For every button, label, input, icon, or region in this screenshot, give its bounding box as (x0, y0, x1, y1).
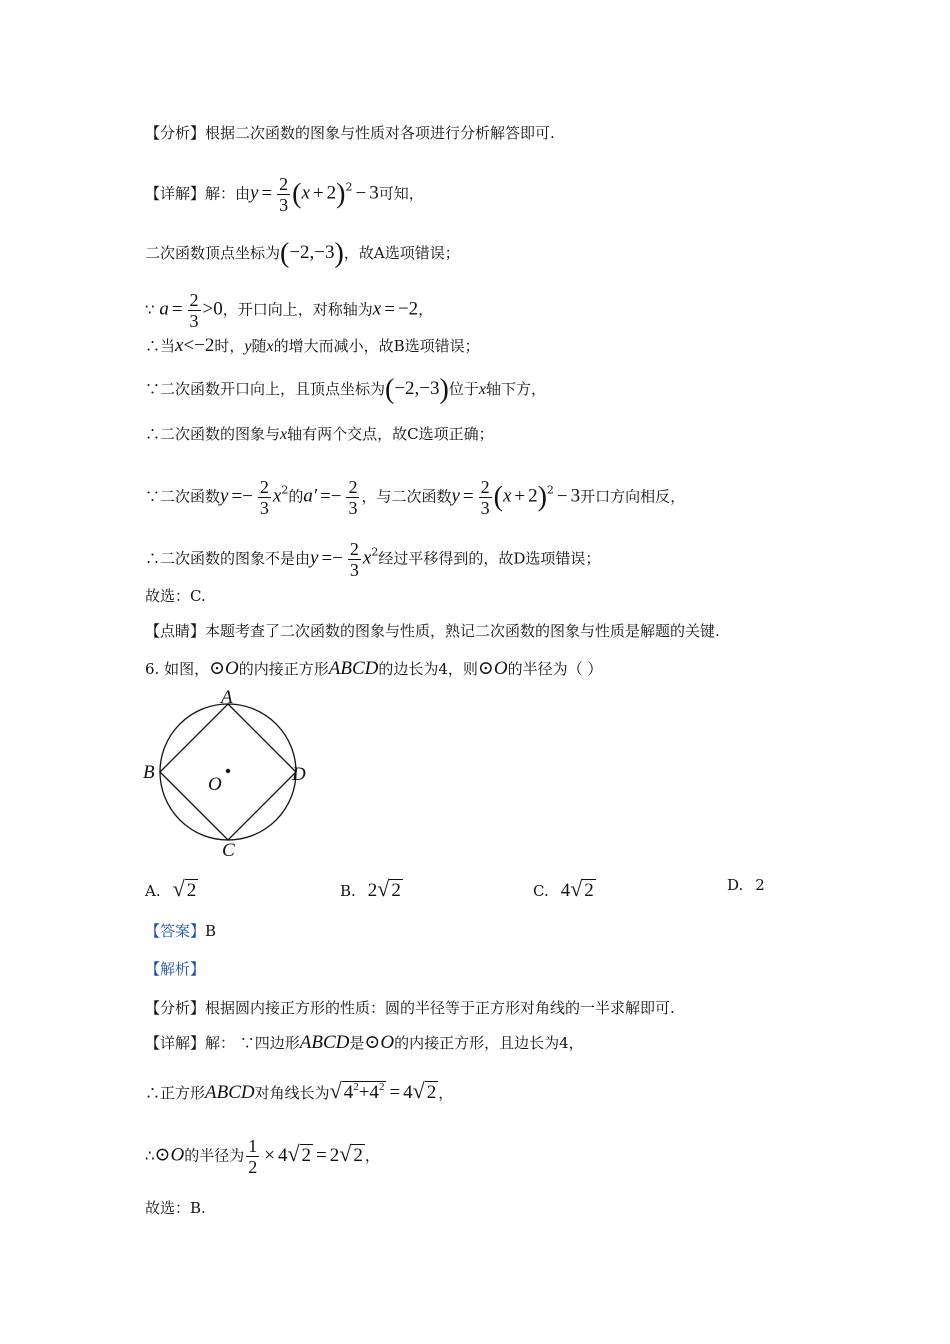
solution-line-4: ∴⊙O的半径为 $\frac{1}{2}$ × 4√ 2 = 2√ 2 ， (145, 1136, 380, 1177)
vertex-line-3: 二次函数顶点坐标为(−2,−3)，故A选项错误； (145, 238, 460, 269)
option-c[interactable] (533, 876, 596, 902)
label-d: D (292, 764, 306, 785)
geometry-figure (138, 688, 328, 863)
answer-line (145, 920, 216, 942)
option-b-value: 2√ 2 (367, 876, 401, 901)
option-d[interactable] (727, 876, 765, 894)
question-6: 6. 如图，⊙O的内接正方形ABCD的边长为4，则⊙O的半径为（ ） (145, 658, 603, 679)
compare-line-8: ∵二次函数y =− $\frac{2}{3}$ $x^2$的a′ =− $\frac{2}{3}$ ，与二次函数y = $\frac{2}{3}$ $(x + 2)^2 - 3$开口方向相反， (145, 477, 686, 518)
choice-line-10: 故选：C. (145, 587, 206, 605)
option-b[interactable] (340, 876, 403, 902)
vertex-below-line-6: ∵二次函数开口向上，且顶点坐标为(−2,−3)位于x轴下方， (145, 374, 546, 405)
option-b-label: B. (340, 882, 356, 900)
opening-line-4: ∵ a = $\frac{2}{3}$ >0，开口向上，对称轴为x = −2， (145, 290, 434, 331)
option-a-value: √ 2 (172, 876, 197, 901)
translation-line-9: ∴二次函数的图象不是由y =− $\frac{2}{3}$ $x^2$经过平移得到的，故D选项错误； (145, 539, 601, 580)
solution-line-3: ∴正方形ABCD对角线长为√ $4^2+4^2 = 4√$ 2 ， (145, 1078, 454, 1103)
option-d-value: 2 (755, 876, 765, 894)
label-o: O (208, 774, 222, 795)
solution-line-1: 【分析】根据圆内接正方形的性质：圆的半径等于正方形对角线的一半求解即可. (145, 999, 675, 1017)
option-a-label: A. (145, 882, 161, 900)
label-a: A (221, 688, 233, 708)
answer-tag: 【答案】 (145, 922, 206, 940)
decrease-line-5: ∴当x<−2时，y随x的增大而减小，故B选项错误； (145, 335, 480, 356)
option-d-label: D. (727, 876, 744, 894)
label-b: B (143, 762, 155, 783)
solution-line-2: 【详解】解： ∵四边形ABCD是⊙O的内接正方形，且边长为4， (145, 1032, 584, 1053)
center-point (226, 769, 230, 773)
option-c-label: C. (533, 882, 549, 900)
comment-line-11: 【点睛】本题考查了二次函数的图象与性质，熟记二次函数的图象与性质是解题的关键. (145, 622, 720, 640)
analysis-tag: 【解析】 (145, 960, 206, 978)
label-c: C (222, 840, 235, 861)
answer-value: B (205, 922, 217, 940)
intersection-line-7: ∴二次函数的图象与x轴有两个交点，故C选项正确； (145, 425, 494, 443)
detail-line-2: 【详解】解：由y = $\frac{2}{3}$ $(x + 2)^2 - 3$可知， (145, 174, 424, 215)
analysis-line-1: 【分析】根据二次函数的图象与性质对各项进行分析解答即可. (145, 124, 555, 142)
solution-line-5: 故选：B. (145, 1199, 206, 1217)
option-c-value: 4√ 2 (560, 876, 594, 901)
option-a[interactable] (145, 876, 198, 902)
